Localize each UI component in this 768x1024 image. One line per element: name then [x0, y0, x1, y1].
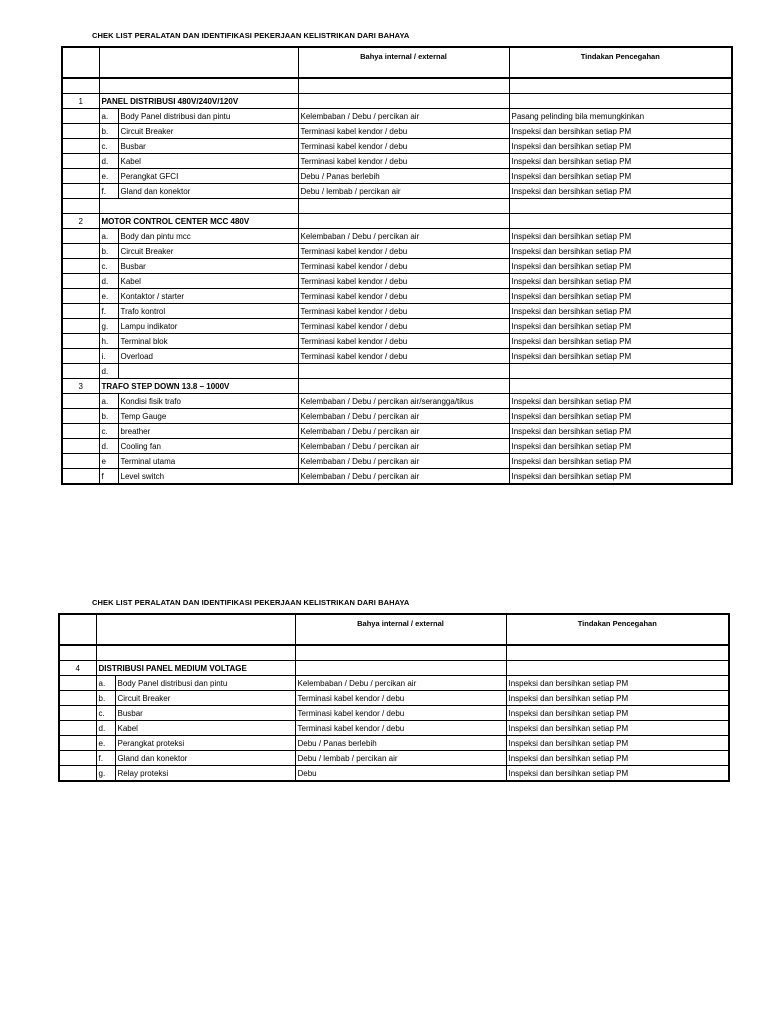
- row-number-empty: [62, 304, 99, 319]
- blank-cell: [62, 78, 99, 94]
- item-action: Inspeksi dan bersihkan setiap PM: [509, 229, 732, 244]
- item-action: Pasang pelinding bila memungkinkan: [509, 109, 732, 124]
- item-letter: c.: [99, 424, 118, 439]
- row-number-empty: [59, 766, 96, 782]
- item-action: Inspeksi dan bersihkan setiap PM: [509, 424, 732, 439]
- item-hazard: Terminasi kabel kendor / debu: [295, 691, 506, 706]
- table-row: [62, 259, 732, 274]
- table-row: [62, 304, 732, 319]
- row-number-empty: [62, 469, 99, 485]
- item-hazard: Kelembaban / Debu / percikan air: [298, 229, 509, 244]
- checklist-table-1: [61, 46, 733, 485]
- item-name: Circuit Breaker: [115, 691, 295, 706]
- item-action: Inspeksi dan bersihkan setiap PM: [509, 454, 732, 469]
- blank-cell: [295, 645, 506, 661]
- item-letter: b.: [99, 244, 118, 259]
- item-name: Terminal blok: [118, 334, 298, 349]
- blank-cell: [99, 199, 298, 214]
- row-number-empty: [62, 289, 99, 304]
- item-letter: a.: [99, 394, 118, 409]
- item-action: Inspeksi dan bersihkan setiap PM: [509, 469, 732, 485]
- row-number-empty: [62, 364, 99, 379]
- item-letter: i.: [99, 349, 118, 364]
- row-number-empty: [59, 706, 96, 721]
- header-action: Tindakan Pencegahan: [509, 47, 732, 78]
- item-hazard: Kelembaban / Debu / percikan air: [298, 109, 509, 124]
- section-number: 4: [59, 661, 96, 676]
- row-number-empty: [59, 691, 96, 706]
- header-no-cell: [59, 614, 96, 645]
- row-number-empty: [62, 394, 99, 409]
- row-number-empty: [59, 751, 96, 766]
- table-row: [62, 439, 732, 454]
- table-row: [59, 721, 729, 736]
- table-row: [59, 676, 729, 691]
- item-hazard: Terminasi kabel kendor / debu: [298, 274, 509, 289]
- item-hazard: Terminasi kabel kendor / debu: [298, 289, 509, 304]
- item-hazard: Terminasi kabel kendor / debu: [298, 319, 509, 334]
- section-hazard-empty: [298, 214, 509, 229]
- item-letter: e.: [99, 169, 118, 184]
- item-action: Inspeksi dan bersihkan setiap PM: [506, 736, 729, 751]
- item-letter: a.: [96, 676, 115, 691]
- item-name: Body Panel distribusi dan pintu: [115, 676, 295, 691]
- item-hazard: Debu: [295, 766, 506, 782]
- item-name: Busbar: [118, 259, 298, 274]
- item-action: Inspeksi dan bersihkan setiap PM: [509, 274, 732, 289]
- section-row: [62, 379, 732, 394]
- item-hazard: Debu / Panas berlebih: [298, 169, 509, 184]
- item-action: Inspeksi dan bersihkan setiap PM: [506, 691, 729, 706]
- header-item-cell: [96, 614, 295, 645]
- section-title: PANEL DISTRIBUSI 480V/240V/120V: [99, 94, 298, 109]
- item-letter: f.: [96, 751, 115, 766]
- table-row: [62, 349, 732, 364]
- item-hazard: Kelembaban / Debu / percikan air: [298, 454, 509, 469]
- item-action: Inspeksi dan bersihkan setiap PM: [509, 169, 732, 184]
- item-letter: a.: [99, 229, 118, 244]
- header-no-cell: [62, 47, 99, 78]
- item-name: Body dan pintu mcc: [118, 229, 298, 244]
- section-action-empty: [509, 214, 732, 229]
- item-name: Terminal utama: [118, 454, 298, 469]
- row-number-empty: [62, 334, 99, 349]
- item-hazard: Terminasi kabel kendor / debu: [298, 124, 509, 139]
- blank-cell: [99, 78, 298, 94]
- item-letter: d.: [99, 364, 118, 379]
- table-row: [62, 334, 732, 349]
- section-hazard-empty: [295, 661, 506, 676]
- item-name: breather: [118, 424, 298, 439]
- item-name: Relay proteksi: [115, 766, 295, 782]
- item-hazard: Terminasi kabel kendor / debu: [298, 139, 509, 154]
- blank-row: [59, 645, 729, 661]
- section-title: DISTRIBUSI PANEL MEDIUM VOLTAGE: [96, 661, 295, 676]
- row-number-empty: [59, 721, 96, 736]
- item-hazard: Kelembaban / Debu / percikan air/serangga/tikus: [298, 394, 509, 409]
- table-row: [62, 244, 732, 259]
- item-action: Inspeksi dan bersihkan setiap PM: [509, 409, 732, 424]
- header-row: [62, 47, 732, 78]
- table-row: [59, 706, 729, 721]
- item-name: Kabel: [118, 154, 298, 169]
- row-number-empty: [59, 736, 96, 751]
- item-action: Inspeksi dan bersihkan setiap PM: [509, 289, 732, 304]
- blank-cell: [96, 645, 295, 661]
- section-row: [62, 214, 732, 229]
- table-row: [62, 229, 732, 244]
- item-letter: d.: [99, 154, 118, 169]
- row-number-empty: [62, 229, 99, 244]
- table-row: [62, 394, 732, 409]
- item-letter: b.: [99, 124, 118, 139]
- item-letter: e.: [99, 289, 118, 304]
- section-action-empty: [509, 379, 732, 394]
- row-number-empty: [62, 244, 99, 259]
- row-number-empty: [62, 184, 99, 199]
- item-name: Level switch: [118, 469, 298, 485]
- table-row: [62, 364, 732, 379]
- blank-cell: [509, 199, 732, 214]
- blank-cell: [298, 199, 509, 214]
- table-row: [62, 319, 732, 334]
- item-letter: f.: [99, 304, 118, 319]
- row-number-empty: [62, 109, 99, 124]
- table-row: [62, 139, 732, 154]
- item-hazard: Terminasi kabel kendor / debu: [298, 349, 509, 364]
- item-name: Trafo kontrol: [118, 304, 298, 319]
- item-name: Overload: [118, 349, 298, 364]
- item-letter: g.: [99, 319, 118, 334]
- blank-cell: [506, 645, 729, 661]
- item-name: Perangkat GFCI: [118, 169, 298, 184]
- row-number-empty: [59, 676, 96, 691]
- item-name: Kabel: [115, 721, 295, 736]
- item-action: Inspeksi dan bersihkan setiap PM: [509, 259, 732, 274]
- item-name: Gland dan konektor: [115, 751, 295, 766]
- checklist-table-2: [58, 613, 730, 782]
- section-title: TRAFO STEP DOWN 13.8 – 1000V: [99, 379, 298, 394]
- item-hazard: Terminasi kabel kendor / debu: [298, 244, 509, 259]
- item-action: Inspeksi dan bersihkan setiap PM: [506, 706, 729, 721]
- section-number: 1: [62, 94, 99, 109]
- row-number-empty: [62, 319, 99, 334]
- item-name: Temp Gauge: [118, 409, 298, 424]
- item-letter: c.: [99, 139, 118, 154]
- item-hazard: Terminasi kabel kendor / debu: [298, 334, 509, 349]
- item-action: Inspeksi dan bersihkan setiap PM: [509, 139, 732, 154]
- table-row: [59, 766, 729, 782]
- item-name: Kontaktor / starter: [118, 289, 298, 304]
- table-row: [59, 751, 729, 766]
- item-letter: h.: [99, 334, 118, 349]
- item-name: Circuit Breaker: [118, 124, 298, 139]
- row-number-empty: [62, 259, 99, 274]
- item-hazard: Debu / Panas berlebih: [295, 736, 506, 751]
- table-row: [62, 274, 732, 289]
- blank-row: [62, 78, 732, 94]
- row-number-empty: [62, 424, 99, 439]
- item-hazard: Kelembaban / Debu / percikan air: [295, 676, 506, 691]
- item-action: Inspeksi dan bersihkan setiap PM: [509, 124, 732, 139]
- table-row: [59, 736, 729, 751]
- header-hazard: Bahya internal / external: [295, 614, 506, 645]
- item-hazard: Kelembaban / Debu / percikan air: [298, 424, 509, 439]
- section-row: [59, 661, 729, 676]
- item-action: Inspeksi dan bersihkan setiap PM: [506, 766, 729, 782]
- item-letter: d.: [99, 274, 118, 289]
- section-row: [62, 94, 732, 109]
- blank-cell: [298, 78, 509, 94]
- item-hazard: Terminasi kabel kendor / debu: [298, 259, 509, 274]
- item-letter: f: [99, 469, 118, 485]
- item-letter: g.: [96, 766, 115, 782]
- item-name: Gland dan konektor: [118, 184, 298, 199]
- item-action: Inspeksi dan bersihkan setiap PM: [509, 439, 732, 454]
- item-letter: f.: [99, 184, 118, 199]
- blank-cell: [59, 645, 96, 661]
- item-hazard: Terminasi kabel kendor / debu: [298, 154, 509, 169]
- item-name: Cooling fan: [118, 439, 298, 454]
- table-row: [62, 169, 732, 184]
- item-name: Lampu indikator: [118, 319, 298, 334]
- row-number-empty: [62, 409, 99, 424]
- table-row: [62, 424, 732, 439]
- row-number-empty: [62, 439, 99, 454]
- item-name: [118, 364, 298, 379]
- section-hazard-empty: [298, 379, 509, 394]
- item-name: Perangkat proteksi: [115, 736, 295, 751]
- item-hazard: Kelembaban / Debu / percikan air: [298, 439, 509, 454]
- row-number-empty: [62, 349, 99, 364]
- blank-cell: [62, 199, 99, 214]
- item-hazard: Terminasi kabel kendor / debu: [295, 706, 506, 721]
- header-item-cell: [99, 47, 298, 78]
- item-letter: e: [99, 454, 118, 469]
- table-row: [62, 109, 732, 124]
- item-letter: c.: [96, 706, 115, 721]
- item-action: Inspeksi dan bersihkan setiap PM: [509, 319, 732, 334]
- item-action: Inspeksi dan bersihkan setiap PM: [509, 154, 732, 169]
- item-letter: e.: [96, 736, 115, 751]
- table-row: [62, 409, 732, 424]
- checklist-title-2: CHEK LIST PERALATAN DAN IDENTIFIKASI PEKERJAAN KELISTRIKAN DARI BAHAYA: [92, 598, 410, 607]
- item-hazard: Kelembaban / Debu / percikan air: [298, 469, 509, 485]
- item-action: Inspeksi dan bersihkan setiap PM: [509, 304, 732, 319]
- row-number-empty: [62, 454, 99, 469]
- section-number: 2: [62, 214, 99, 229]
- item-letter: b.: [99, 409, 118, 424]
- section-hazard-empty: [298, 94, 509, 109]
- blank-cell: [509, 78, 732, 94]
- section-title: MOTOR CONTROL CENTER MCC 480V: [99, 214, 298, 229]
- item-letter: d.: [99, 439, 118, 454]
- item-name: Busbar: [115, 706, 295, 721]
- table-row: [62, 124, 732, 139]
- item-hazard: Terminasi kabel kendor / debu: [295, 721, 506, 736]
- table-row: [62, 454, 732, 469]
- section-action-empty: [506, 661, 729, 676]
- item-name: Busbar: [118, 139, 298, 154]
- table-row: [62, 184, 732, 199]
- table-row: [59, 691, 729, 706]
- blank-row: [62, 199, 732, 214]
- row-number-empty: [62, 154, 99, 169]
- item-action: Inspeksi dan bersihkan setiap PM: [509, 184, 732, 199]
- item-hazard: Kelembaban / Debu / percikan air: [298, 409, 509, 424]
- row-number-empty: [62, 169, 99, 184]
- item-action: Inspeksi dan bersihkan setiap PM: [509, 394, 732, 409]
- item-name: Body Panel distribusi dan pintu: [118, 109, 298, 124]
- item-action: Inspeksi dan bersihkan setiap PM: [506, 721, 729, 736]
- item-action: Inspeksi dan bersihkan setiap PM: [506, 676, 729, 691]
- header-row: [59, 614, 729, 645]
- table-row: [62, 289, 732, 304]
- section-number: 3: [62, 379, 99, 394]
- table-row: [62, 154, 732, 169]
- item-action: Inspeksi dan bersihkan setiap PM: [509, 244, 732, 259]
- header-action: Tindakan Pencegahan: [506, 614, 729, 645]
- item-hazard: [298, 364, 509, 379]
- checklist-title-1: CHEK LIST PERALATAN DAN IDENTIFIKASI PEKERJAAN KELISTRIKAN DARI BAHAYA: [92, 31, 410, 40]
- item-letter: c.: [99, 259, 118, 274]
- item-action: [509, 364, 732, 379]
- item-action: Inspeksi dan bersihkan setiap PM: [506, 751, 729, 766]
- table-row: [62, 469, 732, 485]
- item-action: Inspeksi dan bersihkan setiap PM: [509, 349, 732, 364]
- item-hazard: Debu / lembab / percikan air: [295, 751, 506, 766]
- item-letter: d.: [96, 721, 115, 736]
- item-letter: a.: [99, 109, 118, 124]
- item-name: Kondisi fisik trafo: [118, 394, 298, 409]
- item-hazard: Debu / lembab / percikan air: [298, 184, 509, 199]
- item-hazard: Terminasi kabel kendor / debu: [298, 304, 509, 319]
- item-name: Kabel: [118, 274, 298, 289]
- row-number-empty: [62, 124, 99, 139]
- item-action: Inspeksi dan bersihkan setiap PM: [509, 334, 732, 349]
- item-name: Circuit Breaker: [118, 244, 298, 259]
- header-hazard: Bahya internal / external: [298, 47, 509, 78]
- item-letter: b.: [96, 691, 115, 706]
- section-action-empty: [509, 94, 732, 109]
- row-number-empty: [62, 139, 99, 154]
- row-number-empty: [62, 274, 99, 289]
